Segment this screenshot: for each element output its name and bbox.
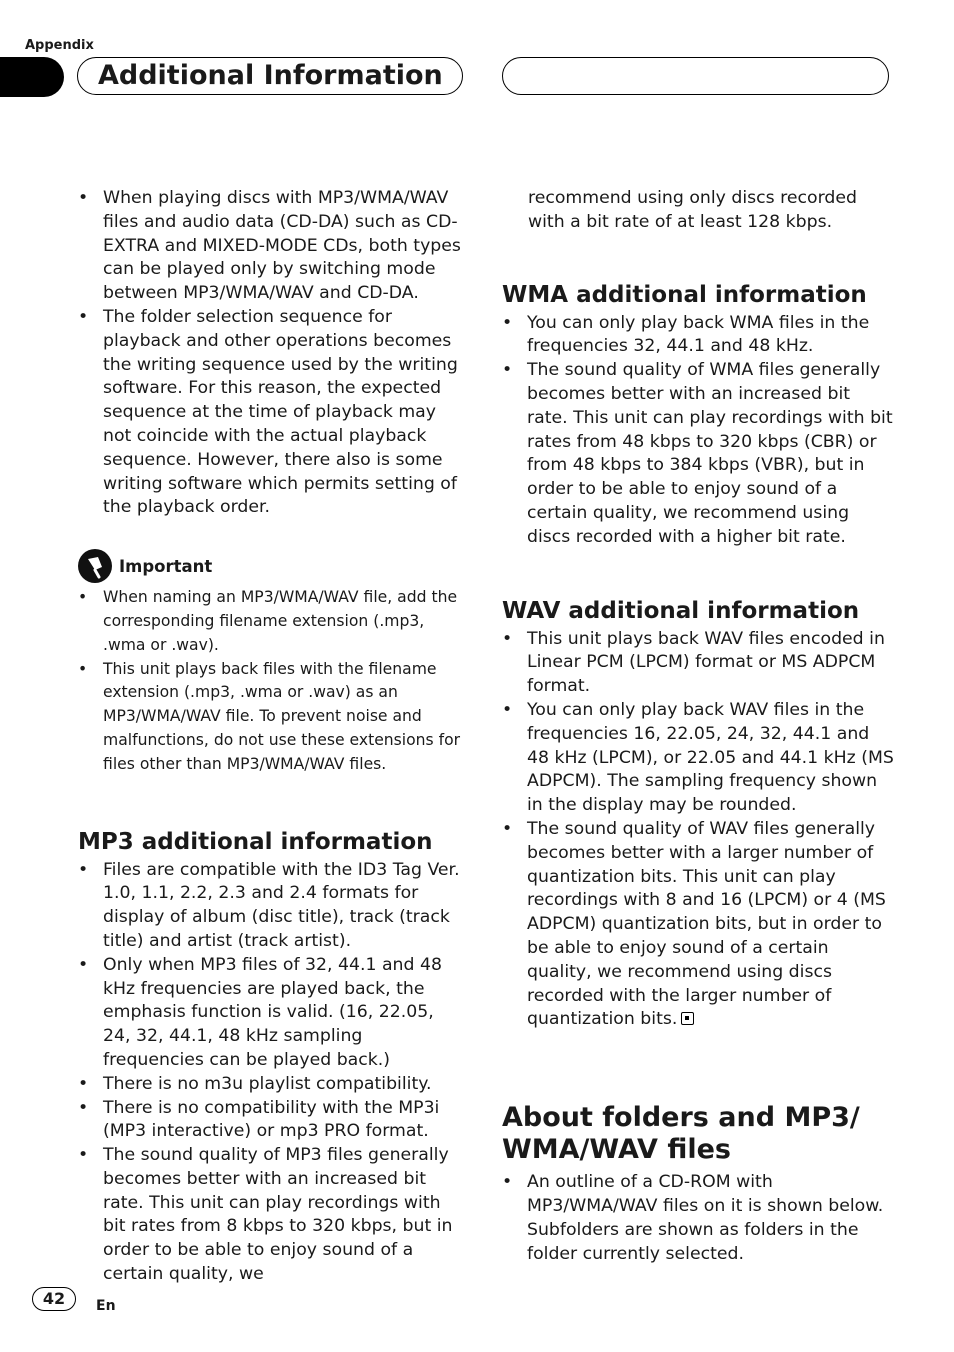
- list-item: • Only when MP3 files of 32, 44.1 and 48 kHz frequencies are played back, the emphasis function is valid. (16, 22.05, 24, 32, 44.1, 48 kHz sampling frequencies can be played back.): [78, 954, 463, 1073]
- page-title: Additional Information: [98, 60, 443, 91]
- list-item: • This unit plays back WAV files encoded in Linear PCM (LPCM) format or MS ADPCM format.: [502, 628, 894, 699]
- folders-heading-line2: WMA/WAV files: [502, 1134, 731, 1166]
- folders-list: [502, 1171, 894, 1266]
- mp3-list: [78, 859, 463, 1287]
- end-of-section-icon: [681, 1012, 694, 1025]
- right-column: [502, 187, 894, 1266]
- list-item: • The folder selection sequence for playback and other operations becomes the writing sequence used by the writing software. For this reason, the expected sequence at the time of playback may not coincide with the actual playback sequence. However, there also is some writing software which permits setting of the playback order.: [78, 306, 463, 520]
- list-item: • You can only play back WMA files in the frequencies 32, 44.1 and 48 kHz.: [502, 312, 894, 360]
- important-label: Important: [119, 556, 213, 576]
- list-item: • This unit plays back files with the filename extension (.mp3, .wma or .wav) as an MP3/WMA/WAV file. To prevent noise and malfunctions, do not use these extensions for files other than MP3/WMA/WAV files.: [78, 658, 463, 777]
- section-tab-marker: [0, 57, 64, 97]
- list-item: • You can only play back WAV files in the frequencies 16, 22.05, 24, 32, 44.1 and 48 kHz (LPCM), or 22.05 and 44.1 kHz (MS ADPCM). The sampling frequency shown in the display may be rounded.: [502, 699, 894, 818]
- list-item: • The sound quality of WMA files generally becomes better with an increased bit rate. This unit can play recordings with bit rates from 48 kbps to 320 kbps (CBR) or from 48 kbps to 384 kbps (VBR), but in order to be able to enjoy sound of a certain quality, we recommend using discs recorded with a higher bit rate.: [502, 359, 894, 549]
- important-row: [78, 549, 463, 583]
- mp3-heading: MP3 additional information: [78, 828, 433, 855]
- wav-list: [502, 628, 894, 1033]
- wma-heading: WMA additional information: [502, 281, 867, 308]
- appendix-label: Appendix: [25, 38, 94, 53]
- wma-list: [502, 312, 894, 550]
- wav-heading: WAV additional information: [502, 597, 860, 624]
- list-item-text: The sound quality of WAV files generally becomes better with a larger number of quantization bits. This unit can play recordings with 8 and 16 (LPCM) or 4 (MS ADPCM) quantization bits, but in order to be able to enjoy sound of a certain quality, we recommend using discs recorded with the larger number of quantization bits.: [527, 818, 886, 1030]
- list-item: • Files are compatible with the ID3 Tag Ver. 1.0, 1.1, 2.2, 2.3 and 2.4 formats for display of album (disc title), track (track title) and artist (track artist).: [78, 859, 463, 954]
- intro-list: [78, 187, 463, 520]
- folders-heading: [502, 1102, 894, 1166]
- left-column: [78, 187, 463, 1287]
- continuation-text: recommend using only discs recorded with a bit rate of at least 128 kbps.: [528, 188, 857, 232]
- language-label: En: [96, 1298, 116, 1314]
- important-icon: [78, 549, 112, 583]
- list-item: • The sound quality of MP3 files generally becomes better with an increased bit rate. This unit can play recordings with bit rates from 8 kbps to 320 kbps, but in order to be able to enjoy sound of a certain quality, we: [78, 1144, 463, 1287]
- list-item: • An outline of a CD-ROM with MP3/WMA/WAV files on it is shown below. Subfolders are shown as folders in the folder currently selected.: [502, 1171, 894, 1266]
- list-item: • There is no compatibility with the MP3i (MP3 interactive) or mp3 PRO format.: [78, 1097, 463, 1145]
- list-item: • When playing discs with MP3/WMA/WAV files and audio data (CD-DA) such as CD-EXTRA and MIXED-MODE CDs, both types can be played only by switching mode between MP3/WMA/WAV and CD-DA.: [78, 187, 463, 306]
- empty-header-box: [502, 57, 889, 95]
- list-item: • There is no m3u playlist compatibility.: [78, 1073, 463, 1097]
- list-item: [502, 818, 894, 1032]
- folders-heading-line1: About folders and MP3/: [502, 1102, 860, 1134]
- title-box: [77, 57, 463, 95]
- page-number: 42: [32, 1287, 76, 1311]
- important-list: [78, 586, 463, 776]
- list-item: • When naming an MP3/WMA/WAV file, add the corresponding filename extension (.mp3, .wma or .wav).: [78, 586, 463, 657]
